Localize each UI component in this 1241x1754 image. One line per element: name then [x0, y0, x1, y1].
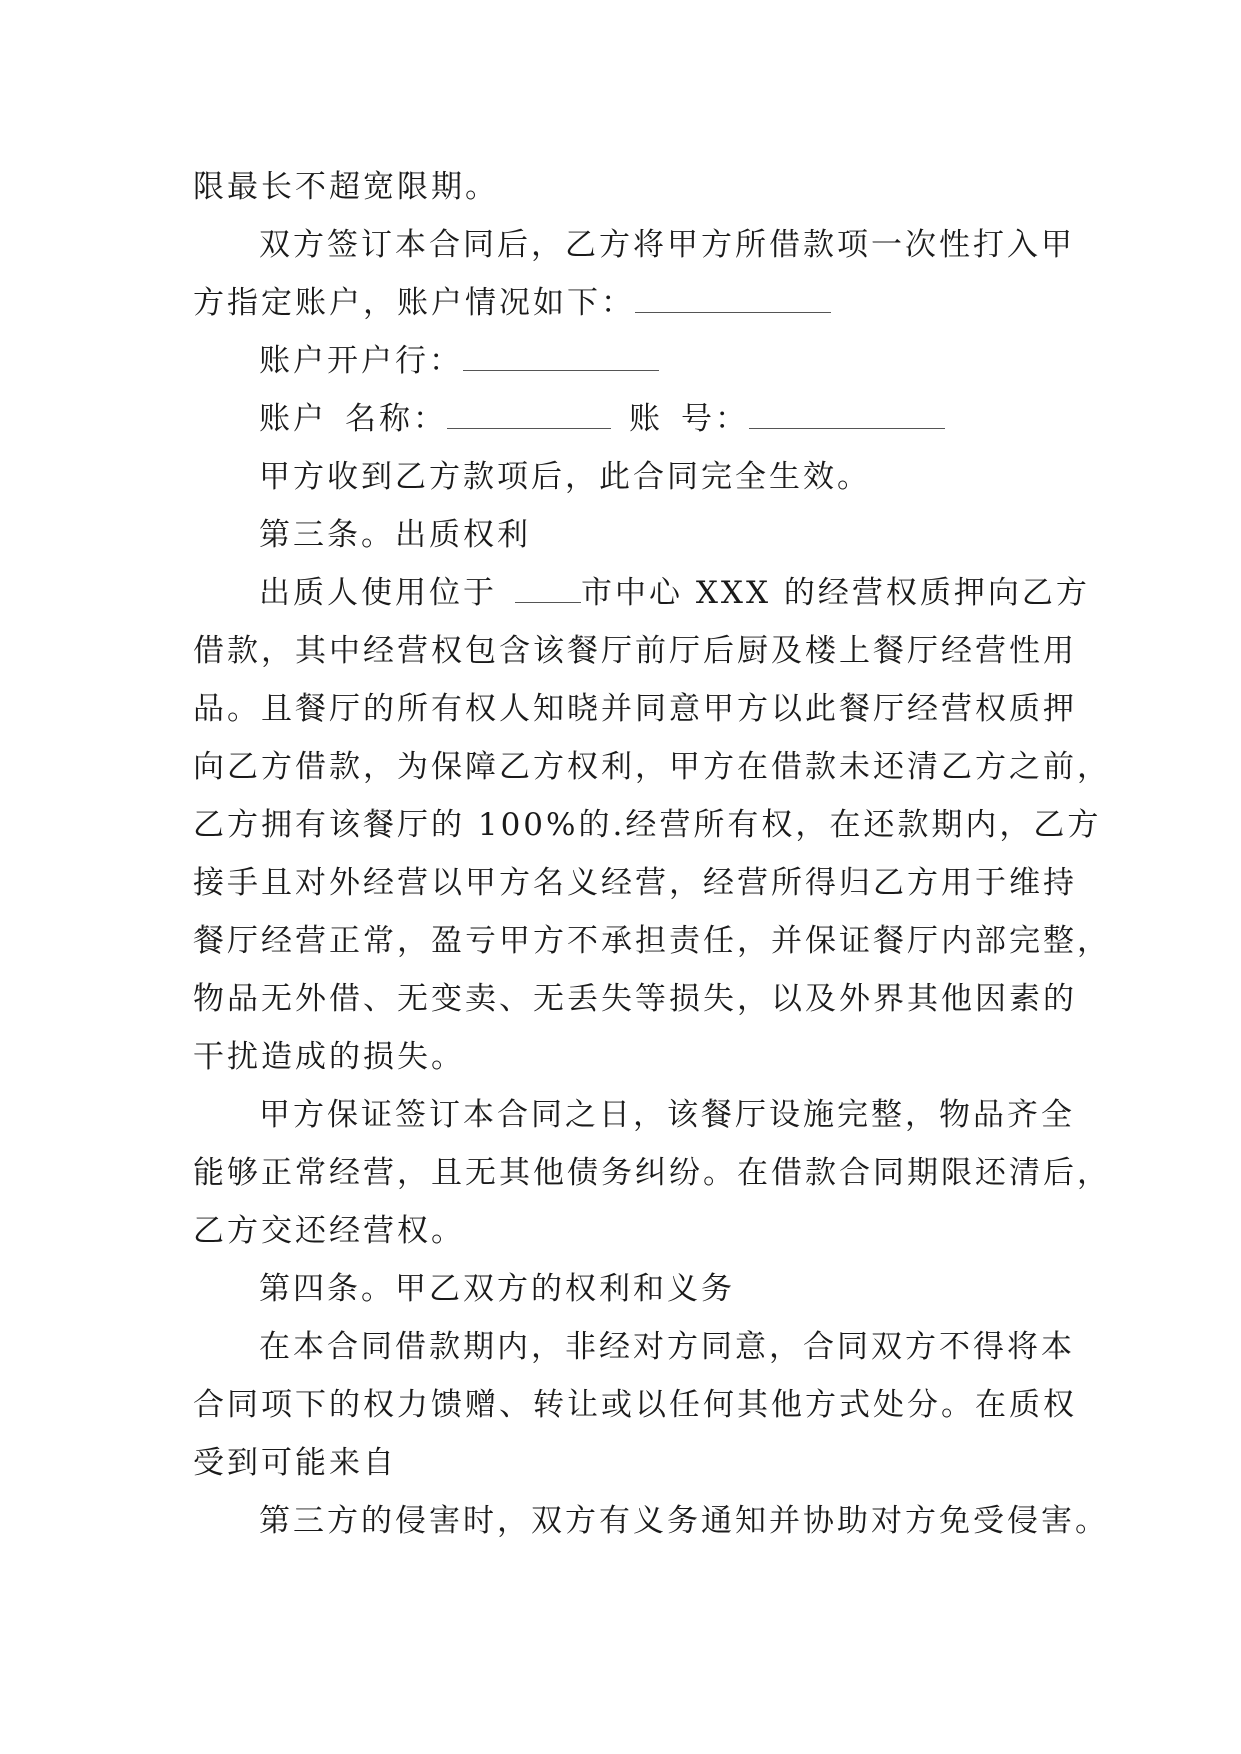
- account-number-label-a: 账: [629, 401, 663, 437]
- text-line: 双方签订本合同后，乙方将甲方所借款项一次性打入甲: [259, 227, 1075, 263]
- account-name-blank: [447, 392, 611, 429]
- text-line: 接手且对外经营以甲方名义经营，经营所得归乙方用于维持: [193, 865, 1077, 901]
- paragraph-line: [193, 1492, 1109, 1550]
- paragraph-line: [193, 738, 1111, 796]
- text-line: 物品无外借、无变卖、无丢失等损失，以及外界其他因素的: [193, 981, 1077, 1017]
- paragraph-line: [193, 216, 1075, 274]
- paragraph-line: [193, 564, 1090, 622]
- text-line: 品。且餐厅的所有权人知晓并同意甲方以此餐厅经营权质押: [193, 691, 1077, 727]
- paragraph-line: [193, 1086, 1075, 1144]
- paragraph-line: [193, 1202, 1053, 1260]
- text-line: 甲方保证签订本合同之日，该餐厅设施完整，物品齐全: [259, 1097, 1075, 1133]
- heading-article-3: 第三条。出质权利: [259, 517, 531, 553]
- paragraph-line: [193, 1434, 1053, 1492]
- text-line: 向乙方借款，为保障乙方权利，甲方在借款未还清乙方之前，: [193, 749, 1111, 785]
- text-line: 市中心 XXX 的经营权质押向乙方: [581, 575, 1090, 611]
- paragraph-line: [193, 680, 1077, 738]
- text-line: 合同项下的权力馈赠、转让或以任何其他方式处分。在质权: [193, 1387, 1077, 1423]
- city-blank: [515, 566, 581, 603]
- document-body: [193, 158, 1111, 1550]
- text-line: 借款，其中经营权包含该餐厅前厅后厨及楼上餐厅经营性用: [193, 633, 1077, 669]
- paragraph-line: [193, 796, 1102, 854]
- paragraph-line: [193, 1376, 1077, 1434]
- paragraph-line: [193, 854, 1077, 912]
- bank-label: 账户开户行：: [259, 343, 463, 379]
- text-line: 干扰造成的损失。: [193, 1039, 465, 1075]
- text-line: 乙方交还经营权。: [193, 1213, 465, 1249]
- paragraph-line: [193, 622, 1077, 680]
- account-label: 账户: [259, 401, 327, 437]
- text-line: 能够正常经营，且无其他债务纠纷。在借款合同期限还清后，: [193, 1155, 1111, 1191]
- paragraph-line: [193, 332, 1053, 390]
- paragraph-line: [193, 390, 1053, 448]
- account-info-blank: [635, 276, 831, 313]
- text-line: 甲方收到乙方款项后，此合同完全生效。: [259, 459, 871, 495]
- text-line: 受到可能来自: [193, 1445, 397, 1481]
- text-line: 第三方的侵害时，双方有义务通知并协助对方免受侵害。: [259, 1503, 1109, 1539]
- heading-article-4: 第四条。甲乙双方的权利和义务: [259, 1271, 735, 1307]
- account-number-blank: [749, 392, 945, 429]
- paragraph-line: [193, 1318, 1075, 1376]
- text-line: 乙方拥有该餐厅的 100%的.经营所有权，在还款期内，乙方: [193, 807, 1102, 843]
- paragraph-line: [193, 448, 1053, 506]
- paragraph-line: [193, 970, 1077, 1028]
- paragraph-line: [193, 158, 1053, 216]
- section-heading: [193, 506, 1053, 564]
- section-heading: [193, 1260, 1053, 1318]
- paragraph-line: [193, 1144, 1111, 1202]
- paragraph-line: [193, 274, 1053, 332]
- text-line: 餐厅经营正常，盈亏甲方不承担责任，并保证餐厅内部完整，: [193, 923, 1111, 959]
- text-line: 限最长不超宽限期。: [193, 169, 499, 205]
- text-line: 出质人使用位于: [259, 575, 497, 611]
- paragraph-line: [193, 912, 1111, 970]
- text-line: 在本合同借款期内，非经对方同意，合同双方不得将本: [259, 1329, 1075, 1365]
- bank-blank: [463, 334, 659, 371]
- account-name-label: 名称：: [345, 401, 447, 437]
- text-line: 方指定账户，账户情况如下：: [193, 285, 635, 321]
- paragraph-line: [193, 1028, 1053, 1086]
- account-number-label-b: 号：: [681, 401, 749, 437]
